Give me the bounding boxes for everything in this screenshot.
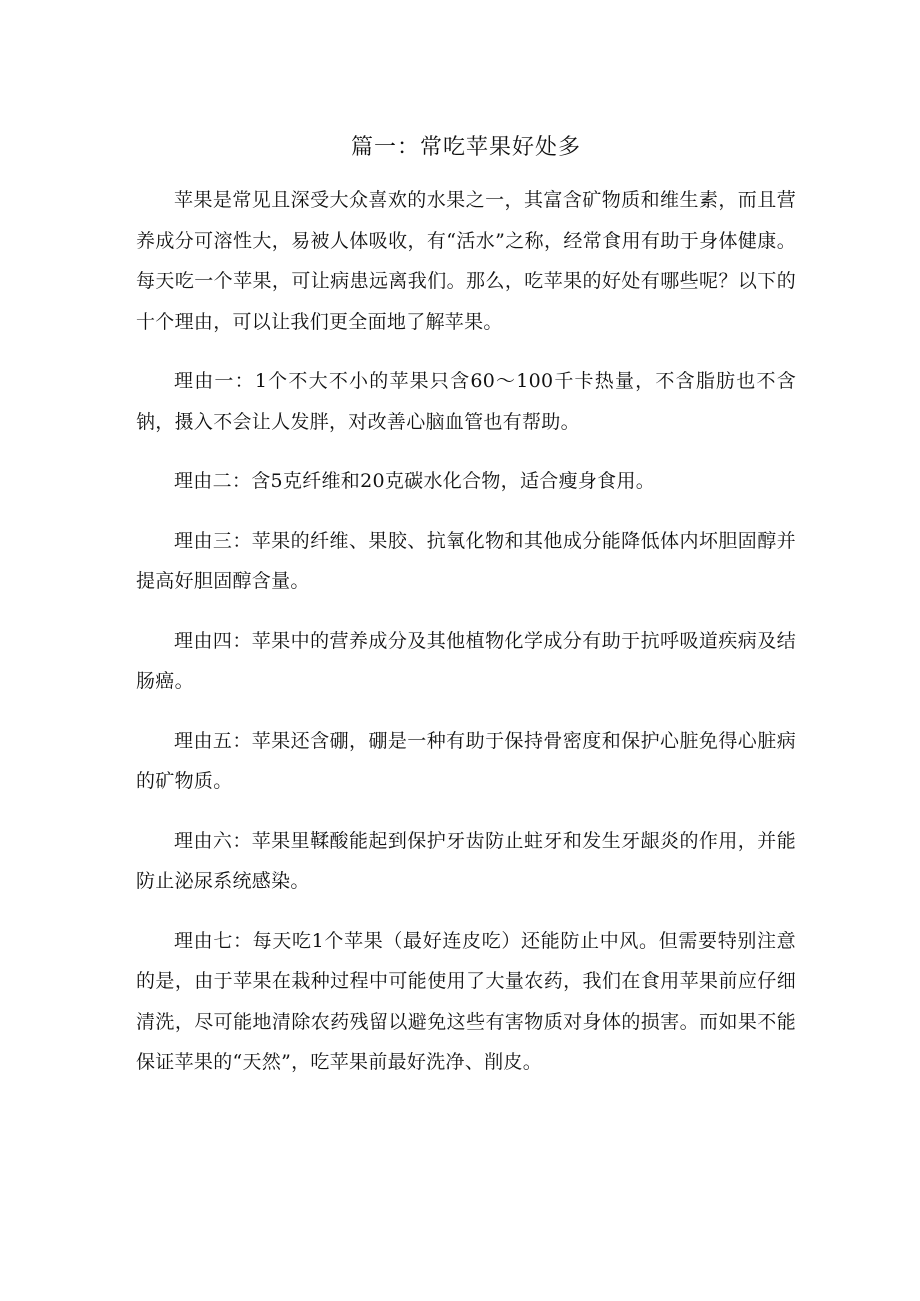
reason-1-paragraph: 理由一：1个不大不小的苹果只含60～100千卡热量，不含脂肪也不含钠，摄入不会让人发胖，对改善心脑血管也有帮助。: [136, 370, 796, 433]
reason-7-paragraph: 理由七：每天吃1个苹果（最好连皮吃）还能防止中风。但需要特别注意的是，由于苹果在栽种过程中可能使用了大量农药，我们在食用苹果前应仔细清洗，尽可能地清除农药残留以避免这些有害物质对身体的损害。而如果不能保证苹果的“天然”，吃苹果前最好洗净、削皮。: [136, 929, 796, 1073]
reason-5-paragraph: 理由五：苹果还含硼，硼是一种有助于保持骨密度和保护心脏免得心脏病的矿物质。: [136, 729, 796, 792]
reason-3-paragraph: 理由三：苹果的纤维、果胶、抗氧化物和其他成分能降低体内坏胆固醇并提高好胆固醇含量。: [136, 529, 796, 592]
reason-2-paragraph: 理由二：含5克纤维和20克碳水化合物，适合瘦身食用。: [174, 470, 656, 492]
document-page: [136, 130, 796, 1102]
reason-4-paragraph: 理由四：苹果中的营养成分及其他植物化学成分有助于抗呼吸道疾病及结肠癌。: [136, 629, 796, 692]
intro-paragraph: 苹果是常见且深受大众喜欢的水果之一，其富含矿物质和维生素，而且营养成分可溶性大，易被人体吸收，有“活水”之称，经常食用有助于身体健康。每天吃一个苹果，可让病患远离我们。那么，吃苹果的好处有哪些呢？以下的十个理由，可以让我们更全面地了解苹果。: [136, 189, 796, 333]
reason-6-paragraph: 理由六：苹果里鞣酸能起到保护牙齿防止蛀牙和发生牙龈炎的作用，并能防止泌尿系统感染。: [136, 829, 796, 892]
document-title: 篇一：常吃苹果好处多: [350, 135, 581, 160]
